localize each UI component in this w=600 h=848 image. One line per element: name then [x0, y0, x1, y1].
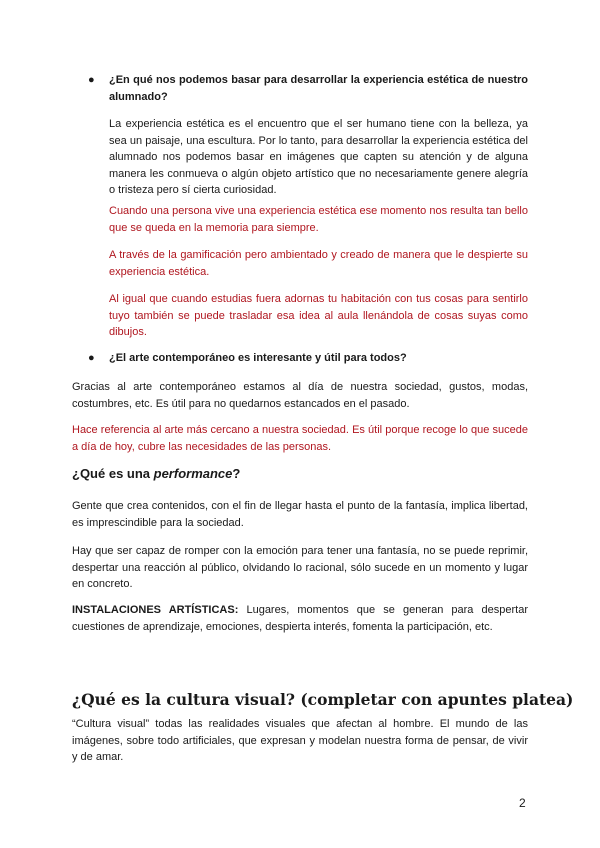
installations-text: Lugares, momentos que se generan para despertar cuestiones de aprendizaje, emociones, despierta interés, fomenta la participación, etc.	[72, 604, 528, 633]
question-1-answer: La experiencia estética es el encuentro que el ser humano tiene con la belleza, ya sea un paisaje, una escultura. Por lo tanto, para desarrollar la experiencia estética del alumnado nos podemos basar en imágenes que capten su atención y de alguna manera les conmueva o algún objeto artístico que no necesariamente genere alegría o tristeza pero sí cierta curiosidad.	[109, 118, 528, 196]
question-1-text: ¿En qué nos podemos basar para desarrollar la experiencia estética de nuestro alumnado?	[109, 74, 528, 103]
installations-label: INSTALACIONES ARTÍSTICAS:	[72, 604, 239, 616]
installations-paragraph	[72, 602, 528, 635]
page-number: 2	[519, 796, 526, 810]
visual-culture-heading: ¿Qué es la cultura visual? (completar con apuntes platea)	[72, 690, 574, 709]
question-2-text: ¿El arte contemporáneo es interesante y útil para todos?	[109, 352, 407, 364]
question-2-answer: Gracias al arte contemporáneo estamos al día de nuestra sociedad, gustos, modas, costumbres, etc. Es útil para no quedarnos estancados en el pasado.	[72, 381, 528, 410]
question-1-note-3: Al igual que cuando estudias fuera adornas tu habitación con tus cosas para sentirlo tuyo también se puede trasladar esa idea al aula llenándola de cosas suyas como dibujos.	[109, 293, 528, 338]
question-1-note-1: Cuando una persona vive una experiencia estética ese momento nos resulta tan bello que se queda en la memoria para siempre.	[109, 205, 528, 234]
bullet-icon: ●	[88, 352, 95, 364]
question-2-note: Hace referencia al arte más cercano a nuestra sociedad. Es útil porque recoge lo que sucede a día de hoy, cubre las necesidades de las personas.	[72, 424, 528, 453]
question-1-note-2: A través de la gamificación pero ambientado y creado de manera que le despierte su experiencia estética.	[109, 249, 528, 278]
bullet-icon: ●	[88, 74, 95, 86]
performance-heading: ¿Qué es una performance?	[72, 466, 241, 481]
question-1	[88, 72, 528, 105]
question-2	[88, 350, 528, 367]
performance-paragraph-2: Hay que ser capaz de romper con la emoción para tener una fantasía, no se puede reprimir, despertar una reacción al público, olvidando lo racional, sólo sucede en un momento y lugar en concreto.	[72, 545, 528, 590]
performance-paragraph-1: Gente que crea contenidos, con el fin de llegar hasta el punto de la fantasía, implica libertad, es imprescindible para la sociedad.	[72, 500, 528, 529]
visual-culture-paragraph: “Cultura visual” todas las realidades visuales que afectan al hombre. El mundo de las imágenes, sobre todo artificiales, que expresan y modelan nuestra forma de pensar, de vivir y de amar.	[72, 718, 528, 763]
